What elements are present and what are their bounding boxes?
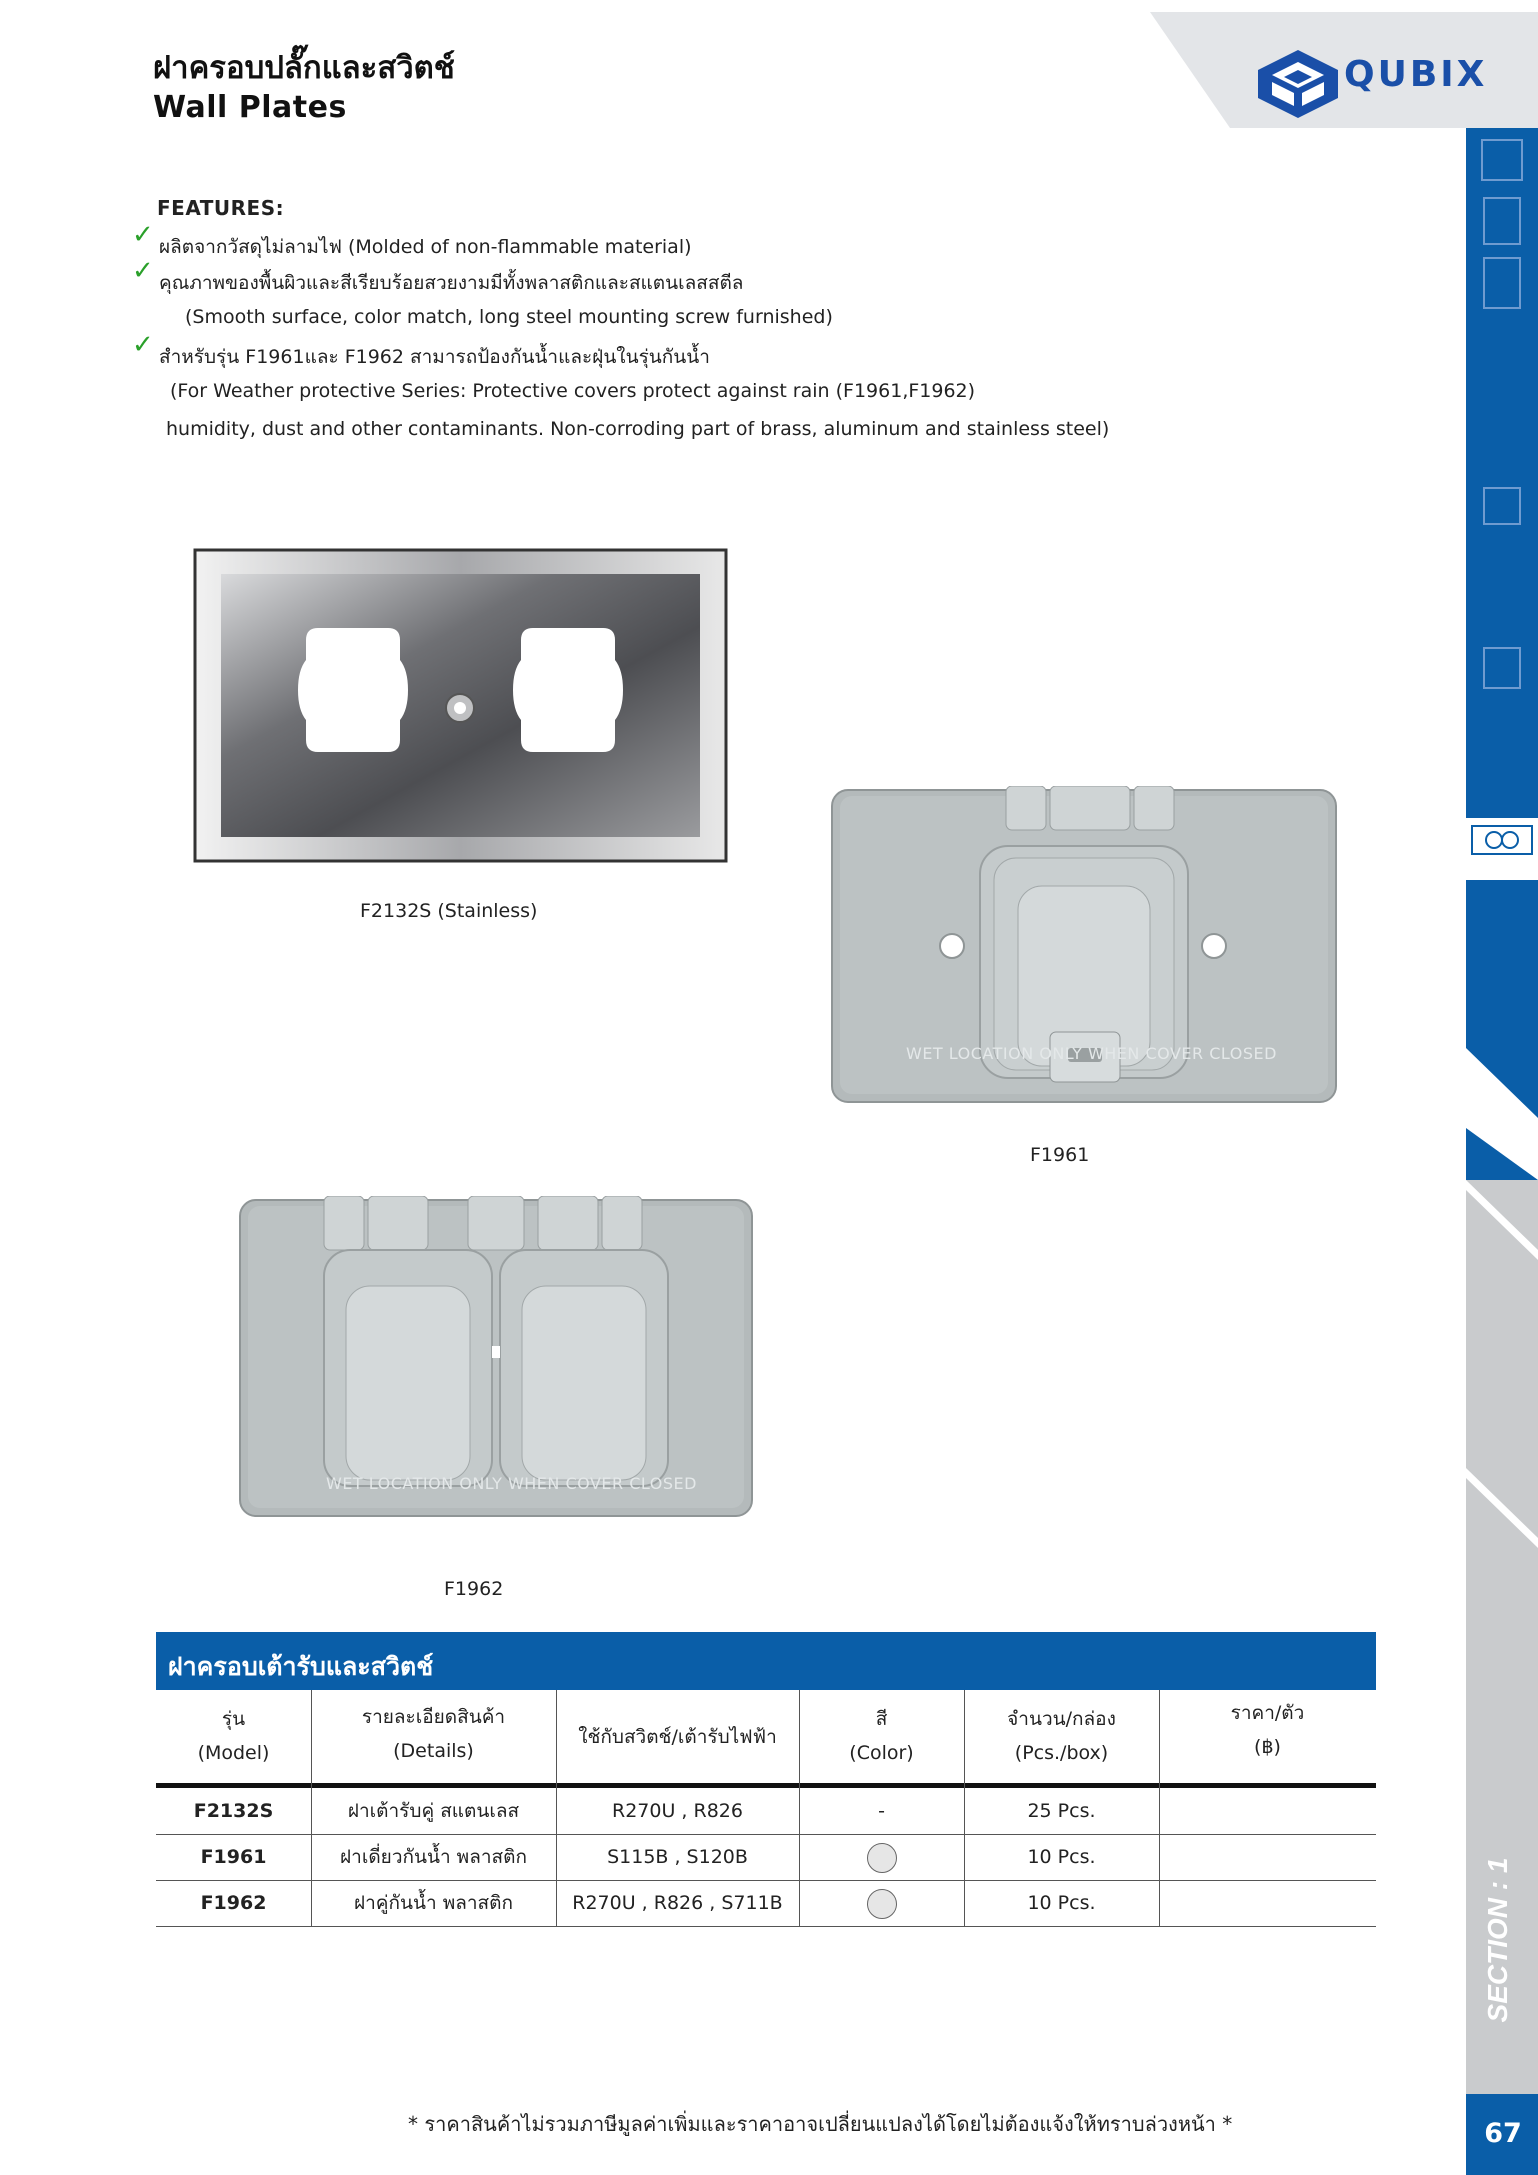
column-header-price: ราคา/ตัว <box>1230 1702 1305 1724</box>
column-divider <box>964 1690 965 1926</box>
qubix-logo-icon <box>1256 48 1340 120</box>
column-header-price-en: (฿) <box>1254 1736 1281 1758</box>
product-caption: F2132S (Stainless) <box>360 900 538 922</box>
column-header-model-en: (Model) <box>197 1742 270 1764</box>
page-title-english: Wall Plates <box>153 90 347 125</box>
color-swatch-grey <box>867 1843 897 1873</box>
color-swatch-grey <box>867 1889 897 1919</box>
checkmark-icon: ✓ <box>132 330 154 360</box>
column-header-use-with: ใช้กับสวิตช์/เต้ารับไฟฟ้า <box>578 1726 777 1748</box>
cell-quantity: 25 Pcs. <box>1027 1800 1096 1822</box>
table-row <box>156 1834 1376 1881</box>
features-heading: FEATURES: <box>157 196 285 220</box>
table-header-row <box>156 1690 1376 1786</box>
section-label-text: SECTION : 1 <box>1482 1857 1513 2023</box>
feature-line: สำหรับรุ่น F1961และ F1962 สามารถป้องกันน้ำและฝุ่นในรุ่นกันน้ำ <box>159 346 710 368</box>
table-row <box>156 1788 1376 1835</box>
column-header-model: รุ่น <box>221 1708 246 1730</box>
page-number: 67 <box>1484 2118 1522 2149</box>
column-divider <box>1159 1690 1160 1926</box>
checkmark-icon: ✓ <box>132 220 154 250</box>
column-header-color-en: (Color) <box>849 1742 914 1764</box>
cell-model: F1961 <box>200 1846 267 1868</box>
column-header-quantity: จำนวน/กล่อง <box>1007 1708 1116 1730</box>
cell-price <box>1159 1788 1376 1834</box>
checkmark-icon: ✓ <box>132 256 154 286</box>
column-header-quantity-en: (Pcs./box) <box>1014 1742 1109 1764</box>
cell-price <box>1159 1880 1376 1926</box>
product-caption: F1962 <box>444 1578 504 1600</box>
column-divider <box>556 1690 557 1926</box>
cell-details: ฝาคู่กันน้ำ พลาสติก <box>354 1892 513 1914</box>
f1962-weatherproof-cover-image <box>238 1196 754 1520</box>
page-title-thai: ฝาครอบปลั๊กและสวิตช์ <box>153 50 455 86</box>
cell-model: F1962 <box>200 1892 267 1914</box>
cell-color <box>799 1834 964 1880</box>
cell-details: ฝาเต้ารับคู่ สแตนเลส <box>347 1800 520 1822</box>
column-divider <box>799 1690 800 1926</box>
cell-model: F2132S <box>193 1800 274 1822</box>
cell-price <box>1159 1834 1376 1880</box>
column-header-color: สี <box>875 1708 888 1730</box>
feature-line: humidity, dust and other contaminants. Non-corroding part of brass, aluminum and stainless steel) <box>166 418 1110 440</box>
price-disclaimer: * ราคาสินค้าไม่รวมภาษีมูลค่าเพิ่มและราคาอาจเปลี่ยนแปลงได้โดยไม่ต้องแจ้งให้ทราบล่วงหน้า * <box>408 2112 1233 2136</box>
cell-color <box>799 1880 964 1926</box>
column-header-details-en: (Details) <box>393 1740 474 1762</box>
cell-use-with: R270U , R826 <box>612 1800 743 1822</box>
stainless-wall-plate-image <box>193 548 728 863</box>
feature-line: คุณภาพของพื้นผิวและสีเรียบร้อยสวยงามมีทั้งพลาสติกและสแตนเลสสตีล <box>159 272 744 294</box>
table-title: ฝาครอบเต้ารับและสวิตช์ <box>168 1652 434 1681</box>
logo-wordmark: QUBIX <box>1344 54 1488 95</box>
cover-imprint-text: WET LOCATION ONLY WHEN COVER CLOSED <box>326 1474 697 1493</box>
cell-quantity: 10 Pcs. <box>1027 1846 1096 1868</box>
feature-line: (For Weather protective Series: Protective covers protect against rain (F1961,F1962) <box>170 380 976 402</box>
product-caption: F1961 <box>1030 1144 1090 1166</box>
cell-details: ฝาเดี่ยวกันน้ำ พลาสติก <box>340 1846 527 1868</box>
cell-use-with: S115B , S120B <box>607 1846 748 1868</box>
cover-imprint-text: WET LOCATION ONLY WHEN COVER CLOSED <box>906 1044 1277 1063</box>
section-label <box>1478 1820 1518 2060</box>
feature-line: (Smooth surface, color match, long steel mounting screw furnished) <box>185 306 833 328</box>
column-header-details: รายละเอียดสินค้า <box>361 1706 506 1728</box>
feature-line: ผลิตจากวัสดุไม่ลามไฟ (Molded of non-flammable material) <box>159 236 692 258</box>
cell-color: - <box>878 1800 885 1822</box>
cell-quantity: 10 Pcs. <box>1027 1892 1096 1914</box>
column-divider <box>311 1690 312 1926</box>
cell-use-with: R270U , R826 , S711B <box>572 1892 783 1914</box>
table-row <box>156 1880 1376 1927</box>
